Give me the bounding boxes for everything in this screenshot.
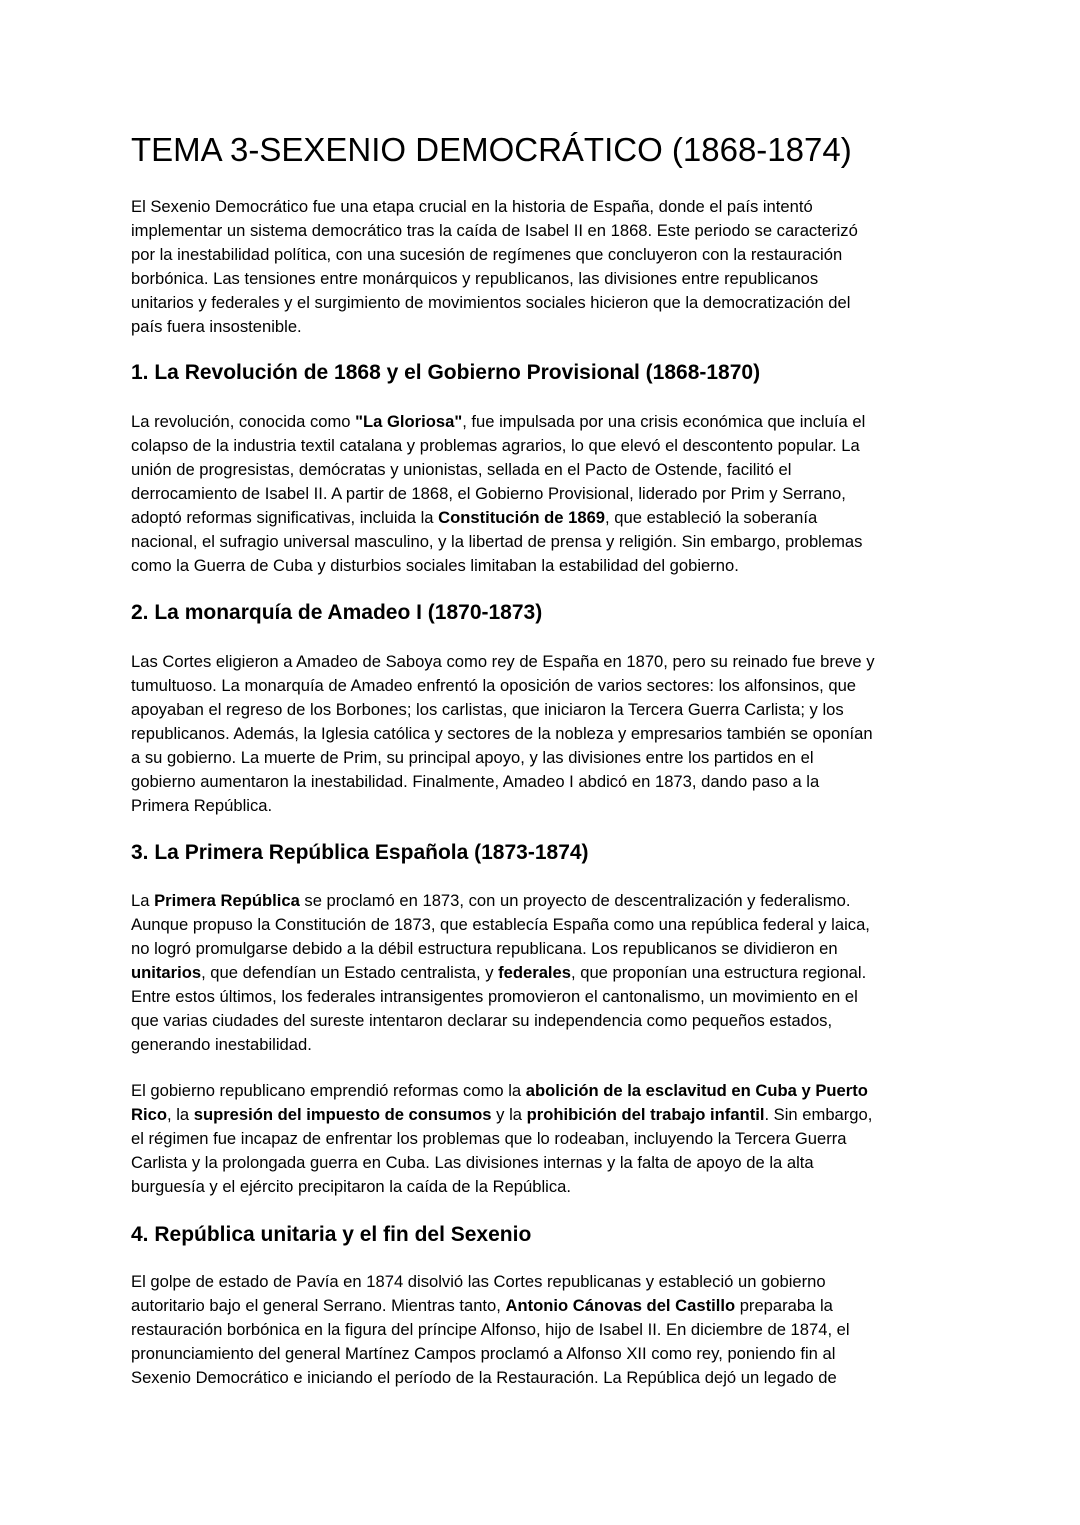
text-run: nacional, el sufragio universal masculino, y la libertad de prensa y religión. Sin embargo, problemas bbox=[131, 532, 863, 551]
text-run: borbónica. Las tensiones entre monárquicos y republicanos, las divisiones entre republicanos bbox=[131, 269, 819, 288]
text-line bbox=[131, 1033, 870, 1057]
text-run: restauración borbónica en la figura del príncipe Alfonso, hijo de Isabel II. En diciembre de 1874, el bbox=[131, 1320, 850, 1339]
section-heading-1: 1. La Revolución de 1868 y el Gobierno Provisional (1868-1870) bbox=[131, 361, 761, 384]
text-line bbox=[131, 889, 870, 913]
text-line bbox=[131, 674, 875, 698]
text-run: Las Cortes eligieron a Amadeo de Saboya como rey de España en 1870, pero su reinado fue breve y bbox=[131, 652, 875, 671]
bold-text: federales bbox=[498, 963, 571, 982]
text-line bbox=[131, 506, 865, 530]
text-run: , que estableció la soberanía bbox=[605, 508, 818, 527]
text-line bbox=[131, 195, 858, 219]
text-run: El gobierno republicano emprendió reformas como la bbox=[131, 1081, 526, 1100]
text-run: republicanos. Además, la Iglesia católica y sectores de la nobleza y empresarios también se oponían bbox=[131, 724, 873, 743]
text-line bbox=[131, 698, 875, 722]
text-run: tumultuoso. La monarquía de Amadeo enfrentó la oposición de varios sectores: los alfonsinos, que bbox=[131, 676, 857, 695]
text-line bbox=[131, 1270, 850, 1294]
text-line bbox=[131, 746, 875, 770]
bold-text: Rico bbox=[131, 1105, 167, 1124]
text-line bbox=[131, 1294, 850, 1318]
text-run: como la Guerra de Cuba y disturbios sociales limitaban la estabilidad del gobierno. bbox=[131, 556, 739, 575]
text-run: , que proponían una estructura regional. bbox=[571, 963, 867, 982]
section-heading-4: 4. República unitaria y el fin del Sexenio bbox=[131, 1223, 532, 1246]
text-line bbox=[131, 1079, 872, 1103]
bold-text: supresión del impuesto de consumos bbox=[193, 1105, 492, 1124]
text-line bbox=[131, 315, 858, 339]
text-line bbox=[131, 1103, 872, 1127]
text-line bbox=[131, 219, 858, 243]
bold-text: prohibición del trabajo infantil bbox=[526, 1105, 765, 1124]
section-1-paragraph bbox=[131, 410, 865, 578]
text-run: burguesía y el ejército precipitaron la caída de la República. bbox=[131, 1177, 571, 1196]
text-line bbox=[131, 410, 865, 434]
text-run: apoyaban el regreso de los Borbones; los carlistas, que iniciaron la Tercera Guerra Carlista; y los bbox=[131, 700, 844, 719]
text-run: se proclamó en 1873, con un proyecto de descentralización y federalismo. bbox=[299, 891, 851, 910]
text-line bbox=[131, 794, 875, 818]
text-line bbox=[131, 1366, 850, 1390]
text-run: no logró promulgarse debido a la débil estructura republicana. Los republicanos se dividieron en bbox=[131, 939, 838, 958]
bold-text: unitarios bbox=[131, 963, 202, 982]
text-run: . Sin embargo, bbox=[764, 1105, 873, 1124]
text-run: Aunque propuso la Constitución de 1873, que establecía España como una república federal y laica, bbox=[131, 915, 870, 934]
text-run: , que defendían un Estado centralista, y bbox=[201, 963, 499, 982]
text-line bbox=[131, 434, 865, 458]
text-line bbox=[131, 1009, 870, 1033]
text-run: La bbox=[131, 891, 155, 910]
text-run: y la bbox=[491, 1105, 527, 1124]
text-line bbox=[131, 291, 858, 315]
text-line bbox=[131, 243, 858, 267]
text-line bbox=[131, 267, 858, 291]
text-run: La revolución, conocida como bbox=[131, 412, 356, 431]
text-run: preparaba la bbox=[735, 1296, 833, 1315]
text-run: Carlista y la prolongada guerra en Cuba. Las divisiones internas y la falta de apoyo de la alta bbox=[131, 1153, 814, 1172]
bold-text: "La Gloriosa" bbox=[355, 412, 463, 431]
section-4-paragraph bbox=[131, 1270, 850, 1390]
text-line bbox=[131, 458, 865, 482]
section-3-paragraph-1 bbox=[131, 889, 870, 1057]
text-line bbox=[131, 985, 870, 1009]
text-run: El Sexenio Democrático fue una etapa crucial en la historia de España, donde el país intentó bbox=[131, 197, 813, 216]
intro-paragraph bbox=[131, 195, 858, 339]
bold-text: Primera República bbox=[154, 891, 300, 910]
text-run: implementar un sistema democrático tras la caída de Isabel II en 1868. Este periodo se caracterizó bbox=[131, 221, 858, 240]
document-title: TEMA 3-SEXENIO DEMOCRÁTICO (1868-1874) bbox=[131, 131, 852, 168]
text-run: Entre estos últimos, los federales intransigentes promovieron el cantonalismo, un movimiento en el bbox=[131, 987, 858, 1006]
text-run: El golpe de estado de Pavía en 1874 disolvió las Cortes republicanas y estableció un gobierno bbox=[131, 1272, 826, 1291]
text-line bbox=[131, 482, 865, 506]
text-run: por la inestabilidad política, con una sucesión de regímenes que concluyeron con la restauración bbox=[131, 245, 843, 264]
text-run: colapso de la industria textil catalana y problemas agrarios, lo que elevó el descontento popular. La bbox=[131, 436, 860, 455]
text-run: Sexenio Democrático e iniciando el período de la Restauración. La República dejó un legado de bbox=[131, 1368, 837, 1387]
text-run: que varias ciudades del sureste intentaron declarar su independencia como pequeños estados, bbox=[131, 1011, 833, 1030]
section-2-paragraph bbox=[131, 650, 875, 818]
text-run: autoritario bajo el general Serrano. Mientras tanto, bbox=[131, 1296, 506, 1315]
bold-text: Constitución de 1869 bbox=[438, 508, 606, 527]
text-run: gobierno aumentaron la inestabilidad. Finalmente, Amadeo I abdicó en 1873, dando paso a la bbox=[131, 772, 820, 791]
text-line bbox=[131, 1127, 872, 1151]
text-run: , la bbox=[166, 1105, 194, 1124]
bold-text: Antonio Cánovas del Castillo bbox=[505, 1296, 736, 1315]
text-line bbox=[131, 650, 875, 674]
bold-text: abolición de la esclavitud en Cuba y Puerto bbox=[525, 1081, 868, 1100]
text-run: Primera República. bbox=[131, 796, 273, 815]
text-run: el régimen fue incapaz de enfrentar los problemas que lo rodeaban, incluyendo la Tercera Guerra bbox=[131, 1129, 847, 1148]
text-line bbox=[131, 961, 870, 985]
text-run: pronunciamiento del general Martínez Campos proclamó a Alfonso XII como rey, poniendo fin al bbox=[131, 1344, 836, 1363]
section-heading-3: 3. La Primera República Española (1873-1874) bbox=[131, 841, 589, 864]
text-run: , fue impulsada por una crisis económica que incluía el bbox=[462, 412, 866, 431]
text-line bbox=[131, 1342, 850, 1366]
text-line bbox=[131, 722, 875, 746]
text-line bbox=[131, 937, 870, 961]
text-line bbox=[131, 913, 870, 937]
text-run: adoptó reformas significativas, incluida la bbox=[131, 508, 439, 527]
text-line bbox=[131, 770, 875, 794]
section-3-paragraph-2 bbox=[131, 1079, 872, 1199]
text-run: unión de progresistas, demócratas y unionistas, sellada en el Pacto de Ostende, facilitó el bbox=[131, 460, 792, 479]
text-line bbox=[131, 1175, 872, 1199]
text-line bbox=[131, 1318, 850, 1342]
text-run: a su gobierno. La muerte de Prim, su principal apoyo, y las divisiones entre los partidos en el bbox=[131, 748, 814, 767]
section-heading-2: 2. La monarquía de Amadeo I (1870-1873) bbox=[131, 601, 543, 624]
text-run: país fuera insostenible. bbox=[131, 317, 302, 336]
text-line bbox=[131, 530, 865, 554]
text-line bbox=[131, 554, 865, 578]
text-run: generando inestabilidad. bbox=[131, 1035, 312, 1054]
text-line bbox=[131, 1151, 872, 1175]
text-run: unitarios y federales y el surgimiento de movimientos sociales hicieron que la democratización del bbox=[131, 293, 851, 312]
text-run: derrocamiento de Isabel II. A partir de 1868, el Gobierno Provisional, liderado por Prim y Serrano, bbox=[131, 484, 846, 503]
